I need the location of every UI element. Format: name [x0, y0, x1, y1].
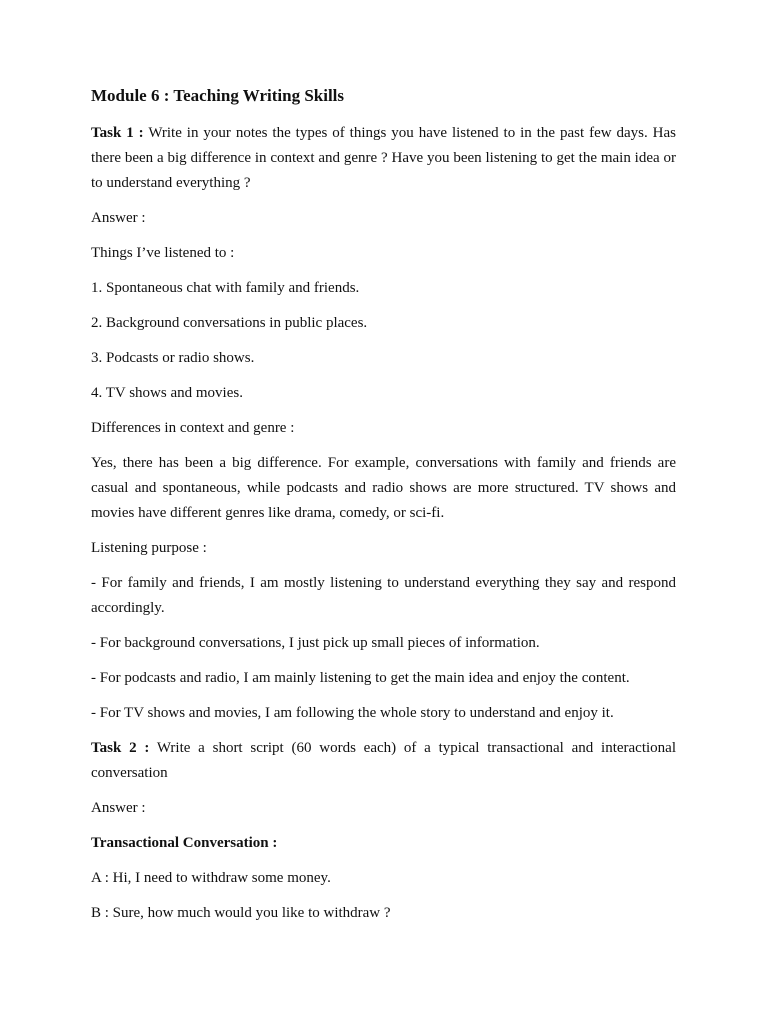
- list-item: 2. Background conversations in public places.: [91, 315, 368, 331]
- document-title: Module 6 : Teaching Writing Skills: [91, 86, 345, 105]
- list-item: 4. TV shows and movies.: [91, 385, 243, 401]
- answer2-label: Answer :: [91, 800, 146, 816]
- purpose-heading: Listening purpose :: [91, 540, 207, 556]
- list-item: 3. Podcasts or radio shows.: [91, 350, 255, 366]
- purpose-item: - For family and friends, I am mostly listening to understand everything they say and respond accordingly.: [91, 575, 676, 616]
- things-heading: Things I’ve listened to :: [91, 245, 235, 261]
- answer1-label: Answer :: [91, 210, 146, 226]
- purpose-item: - For TV shows and movies, I am following the whole story to understand and enjoy it.: [91, 705, 614, 721]
- dialogue-line: B : Sure, how much would you like to withdraw ?: [91, 905, 391, 921]
- task1-paragraph: [91, 121, 676, 196]
- task1-text: Write in your notes the types of things you have listened to in the past few days. Has there been a big difference in context and genre ? Have you been listening to get the main idea or to understand everything ?: [91, 125, 676, 191]
- purpose-item: - For podcasts and radio, I am mainly listening to get the main idea and enjoy the content.: [91, 670, 630, 686]
- document-page: [91, 84, 676, 936]
- task2-text: Write a short script (60 words each) of a typical transactional and interactional conversation: [91, 740, 676, 781]
- differences-heading: Differences in context and genre :: [91, 420, 295, 436]
- dialogue-line: A : Hi, I need to withdraw some money.: [91, 870, 331, 886]
- purpose-item: - For background conversations, I just pick up small pieces of information.: [91, 635, 540, 651]
- task1-label: Task 1 :: [91, 125, 144, 141]
- task2-label: Task 2 :: [91, 740, 150, 756]
- list-item: 1. Spontaneous chat with family and friends.: [91, 280, 360, 296]
- differences-paragraph: Yes, there has been a big difference. For example, conversations with family and friends are casual and spontaneous, while podcasts and radio shows are more structured. TV shows and movies have different genres like drama, comedy, or sci-fi.: [91, 455, 676, 521]
- task2-paragraph: [91, 736, 676, 786]
- transactional-heading: Transactional Conversation :: [91, 835, 278, 851]
